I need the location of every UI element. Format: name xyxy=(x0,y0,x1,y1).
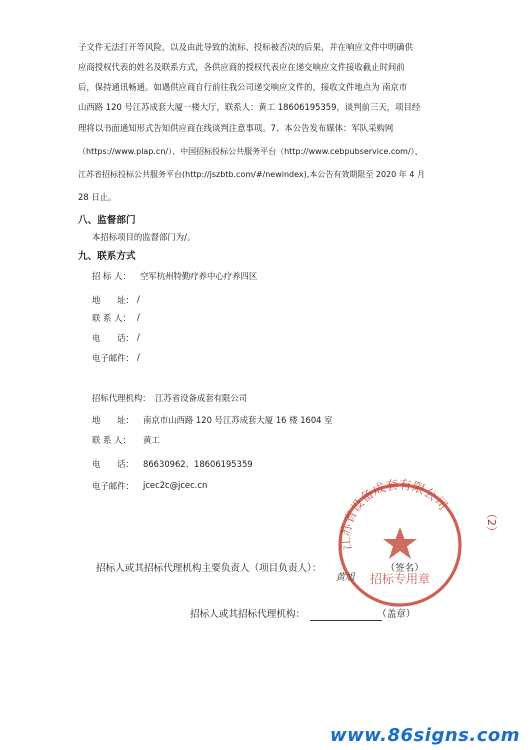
org-signature-suffix: （盖章） xyxy=(377,609,416,620)
paragraph-line: （https://www.plap.cn/）、中国招标投标公共服务平台（http://www.cebpubservice.com/）、 xyxy=(78,147,423,156)
company-seal-stamp xyxy=(330,475,470,615)
org-signature-prefix: 招标人或其招标代理机构： xyxy=(190,609,306,620)
agent-contact: 黄工 xyxy=(143,435,160,445)
agent-contact-label: 联 系 人： xyxy=(92,435,131,445)
section-heading-supervision: 八、监督部门 xyxy=(78,215,136,226)
signature-suffix: （签名） xyxy=(385,563,424,574)
section-heading-contact: 九、联系方式 xyxy=(78,251,136,262)
buyer-email: / xyxy=(137,352,140,362)
signature-prefix: 招标人或其招标代理机构主要负责人（项目负责人）： xyxy=(96,563,322,574)
paragraph-line: 28 日止。 xyxy=(78,192,117,202)
agent-name: 江苏省设备成套有限公司 xyxy=(155,393,248,403)
paragraph-line: 应商授权代表的姓名及联系方式，各供应商的授权代表应在递交响应文件接收截止时间前 xyxy=(78,62,405,72)
buyer-contact: / xyxy=(137,312,140,322)
supervision-text: 本招标项目的监督部门为/。 xyxy=(92,232,196,242)
seal-outer-text: 江苏省设备成套有限公司 xyxy=(337,476,451,551)
agent-phone-label: 电 话： xyxy=(92,459,134,469)
agent-phone: 86630962、18606195359 xyxy=(143,459,253,469)
seal-underline xyxy=(310,620,382,621)
handwritten-signature: 黄旭 xyxy=(335,572,355,583)
agent-email-label: 电子邮件： xyxy=(92,481,134,491)
buyer-name-label: 招 标 人： xyxy=(92,271,131,281)
seal-star-icon xyxy=(383,527,417,559)
paragraph-line: 理将以书面通知形式告知供应商在线谈判注意事项。7、本公告发布媒体：军队采购网 xyxy=(78,123,394,133)
paragraph-line: 山西路 120 号江苏成套大厦一楼大厅，联系人：黄工 18606195359，谈判前三天，项目经 xyxy=(78,102,421,112)
buyer-address-label: 地 址： xyxy=(92,295,134,305)
buyer-phone-label: 电 话： xyxy=(92,333,134,343)
watermark-text: www.86signs.com xyxy=(329,725,520,746)
paragraph-line: 子文件无法打开等风险，以及由此导致的流标、投标被否决的后果，并在响应文件中明确供 xyxy=(78,42,413,52)
buyer-phone: / xyxy=(137,332,140,342)
agent-email: jcec2c@jcec.cn xyxy=(143,480,208,490)
agent-address-label: 地 址： xyxy=(92,415,134,425)
agent-name-label: 招标代理机构： xyxy=(92,393,151,403)
agent-address: 南京市山西路 120 号江苏成套大厦 16 楼 1604 室 xyxy=(143,415,333,425)
paragraph-line: 后，保持通讯畅通。如遇供应商自行前往我公司递交响应文件的，接收文件地点为 南京市 xyxy=(78,82,408,92)
document-page: 子文件无法打开等风险，以及由此导致的流标、投标被否决的后果，并在响应文件中明确供 应商授权代表的姓名及联系方式，各供应商的授权代表应在递交响应文件接收截止时间前 后，保持通讯畅通。如遇供应商自行前往我公司递交响应文件的，接收文件地点为 南京市 山西路 120 号江苏成套大厦一楼大厅，联系人：黄工 18606195359，谈判前三天，项目经 理将以书面通知形式告知供应商在线谈判注意事项。7、本公告发布媒体：军队采购网 （https://www.plap.cn/）、中国招标投标公共服务平台（http://www.cebpubservice.com/）、 江苏省招标投标公共服务平台(http://jszbtb.com/#/newindex),本公告有效期限至 2020 年 4 月 28 日止。 八、监督部门 本招标项目的监督部门为/。 九、联系方式 招 标 人： 空军杭州特勤疗养中心疗养四区 地 址： / 联 系 人： / 电 话： / 电子邮件： / 招标代理机构： 江苏省设备成套有限公司 地 址： 南京市山西路 120 号江苏成套大厦 16 楼 1604 室 联 系 人： 黄工 电 话： 86630962、18606195359 电子邮件： jcec2c@jcec.cn 招标人或其招标代理机构主要负责人（项目负责人）： 黄旭 （签名） 招标人或其招标代理机构： （盖章） 江苏省设备成套有限公司 招标专用章 （2） www.86signs.com xyxy=(78,42,520,746)
buyer-name: 空军杭州特勤疗养中心疗养四区 xyxy=(140,271,258,281)
buyer-address: / xyxy=(137,294,140,304)
seal-subtext: 招标专用章 xyxy=(369,572,431,586)
buyer-email-label: 电子邮件： xyxy=(92,353,134,363)
paragraph-line: 江苏省招标投标公共服务平台(http://jszbtb.com/#/newindex),本公告有效期限至 2020 年 4 月 xyxy=(78,170,425,179)
buyer-contact-label: 联 系 人： xyxy=(92,313,131,323)
